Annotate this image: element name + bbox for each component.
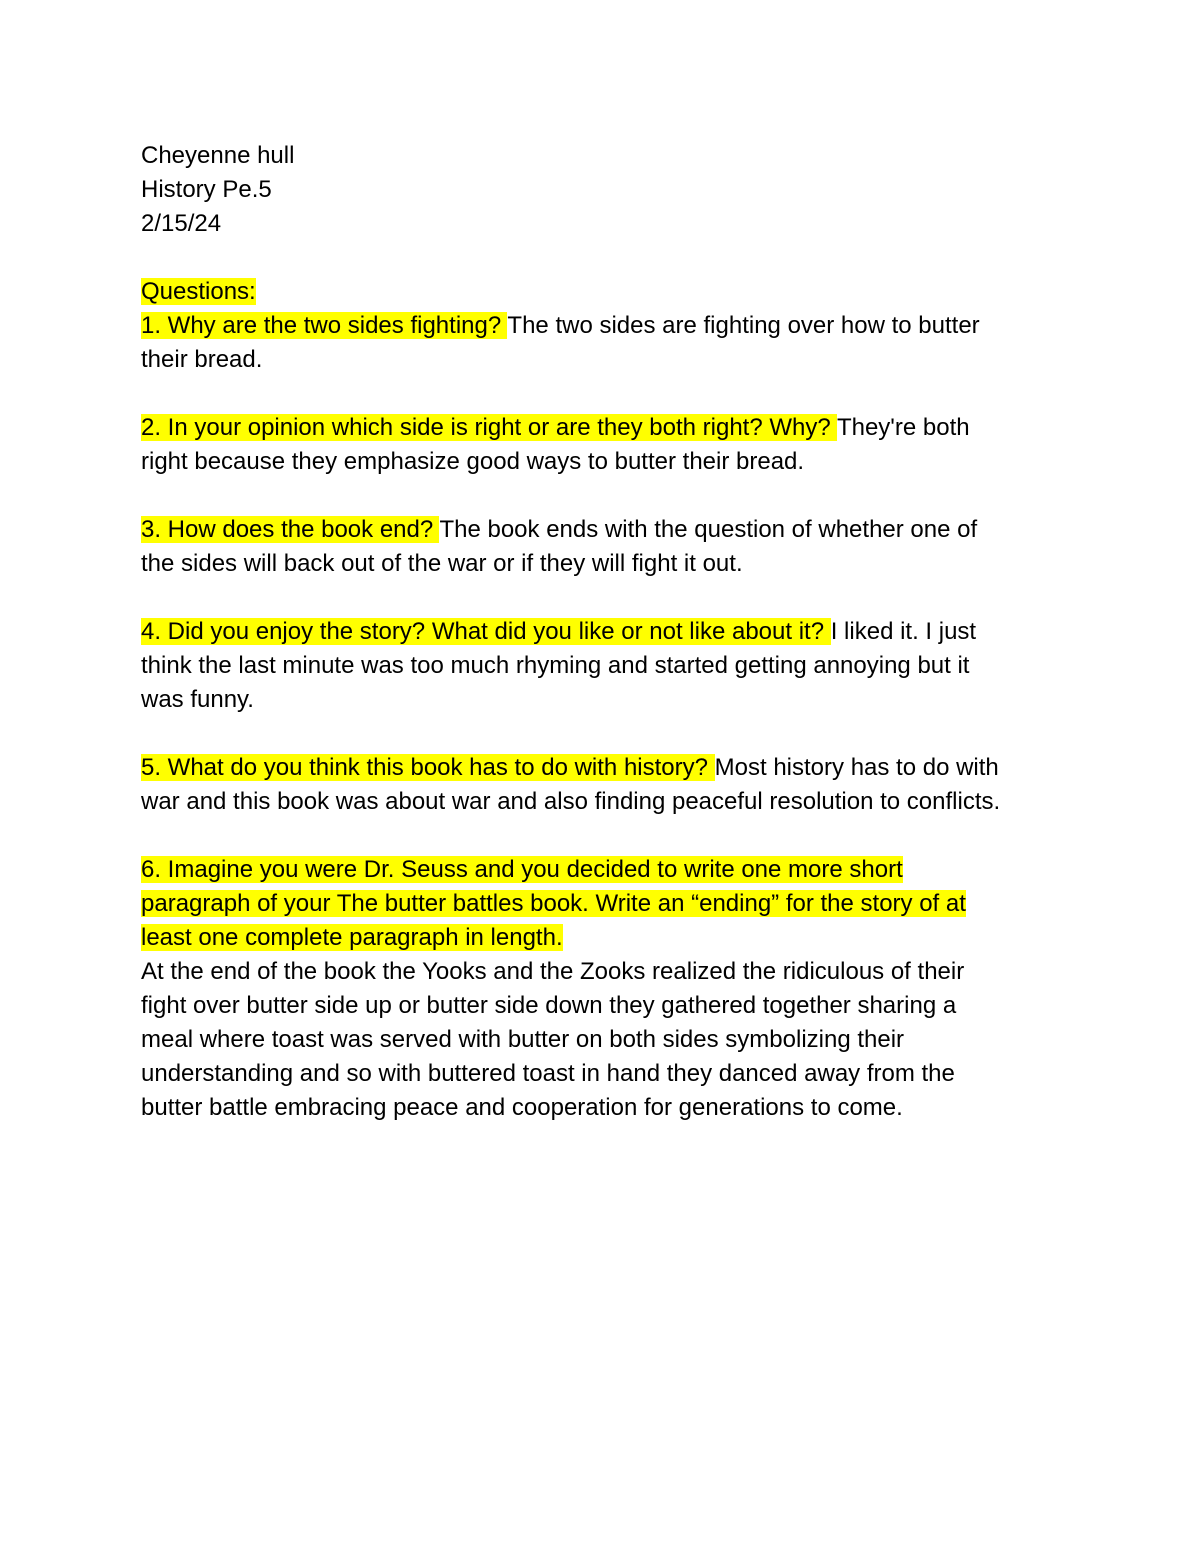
- answer-text: their bread.: [141, 346, 263, 373]
- questions-heading: [141, 275, 1076, 309]
- answer-text: The book ends with the question of whether one of: [439, 516, 978, 543]
- answer-text: fight over butter side up or butter side down they gathered together sharing a: [141, 992, 957, 1019]
- spacer: [141, 241, 1076, 275]
- spacer: [141, 377, 1076, 411]
- answer-text: understanding and so with buttered toast in hand they danced away from the: [141, 1060, 955, 1087]
- question-text: 4. Did you enjoy the story? What did you like or not like about it?: [141, 618, 831, 645]
- question-text: paragraph of your The butter battles book. Write an “ending” for the story of at: [141, 890, 966, 917]
- question-text: 6. Imagine you were Dr. Seuss and you decided to write one more short: [141, 856, 903, 883]
- questions-label: Questions:: [141, 278, 256, 305]
- answer-text: butter battle embracing peace and cooperation for generations to come.: [141, 1094, 903, 1121]
- question-item-1: [141, 309, 1076, 377]
- class-period: History Pe.5: [141, 176, 272, 203]
- spacer: [141, 479, 1076, 513]
- question-item-2: [141, 411, 1076, 479]
- question-item-4: [141, 615, 1076, 717]
- spacer: [141, 717, 1076, 751]
- student-name: Cheyenne hull: [141, 142, 295, 169]
- question-text: 1. Why are the two sides fighting?: [141, 312, 508, 339]
- question-item-5: [141, 751, 1076, 819]
- document-body: [141, 139, 1076, 1125]
- answer-text: think the last minute was too much rhyming and started getting annoying but it: [141, 652, 970, 679]
- question-text: least one complete paragraph in length.: [141, 924, 563, 951]
- answer-text: war and this book was about war and also finding peaceful resolution to conflicts.: [141, 788, 1001, 815]
- answer-text: was funny.: [141, 686, 254, 713]
- spacer: [141, 819, 1076, 853]
- date: 2/15/24: [141, 210, 222, 237]
- answer-text: the sides will back out of the war or if they will fight it out.: [141, 550, 743, 577]
- answer-text: right because they emphasize good ways to butter their bread.: [141, 448, 805, 475]
- answer-text: They're both: [836, 414, 970, 441]
- answer-text: Most history has to do with: [714, 754, 999, 781]
- answer-text: The two sides are fighting over how to butter: [507, 312, 980, 339]
- question-item-3: [141, 513, 1076, 581]
- spacer: [141, 581, 1076, 615]
- answer-text: meal where toast was served with butter on both sides symbolizing their: [141, 1026, 905, 1053]
- question-item-6: [141, 853, 1076, 1125]
- answer-text: At the end of the book the Yooks and the Zooks realized the ridiculous of their: [141, 958, 965, 985]
- answer-text: I liked it. I just: [830, 618, 977, 645]
- question-text: 5. What do you think this book has to do with history?: [141, 754, 715, 781]
- question-text: 2. In your opinion which side is right or are they both right? Why?: [141, 414, 837, 441]
- question-text: 3. How does the book end?: [141, 516, 440, 543]
